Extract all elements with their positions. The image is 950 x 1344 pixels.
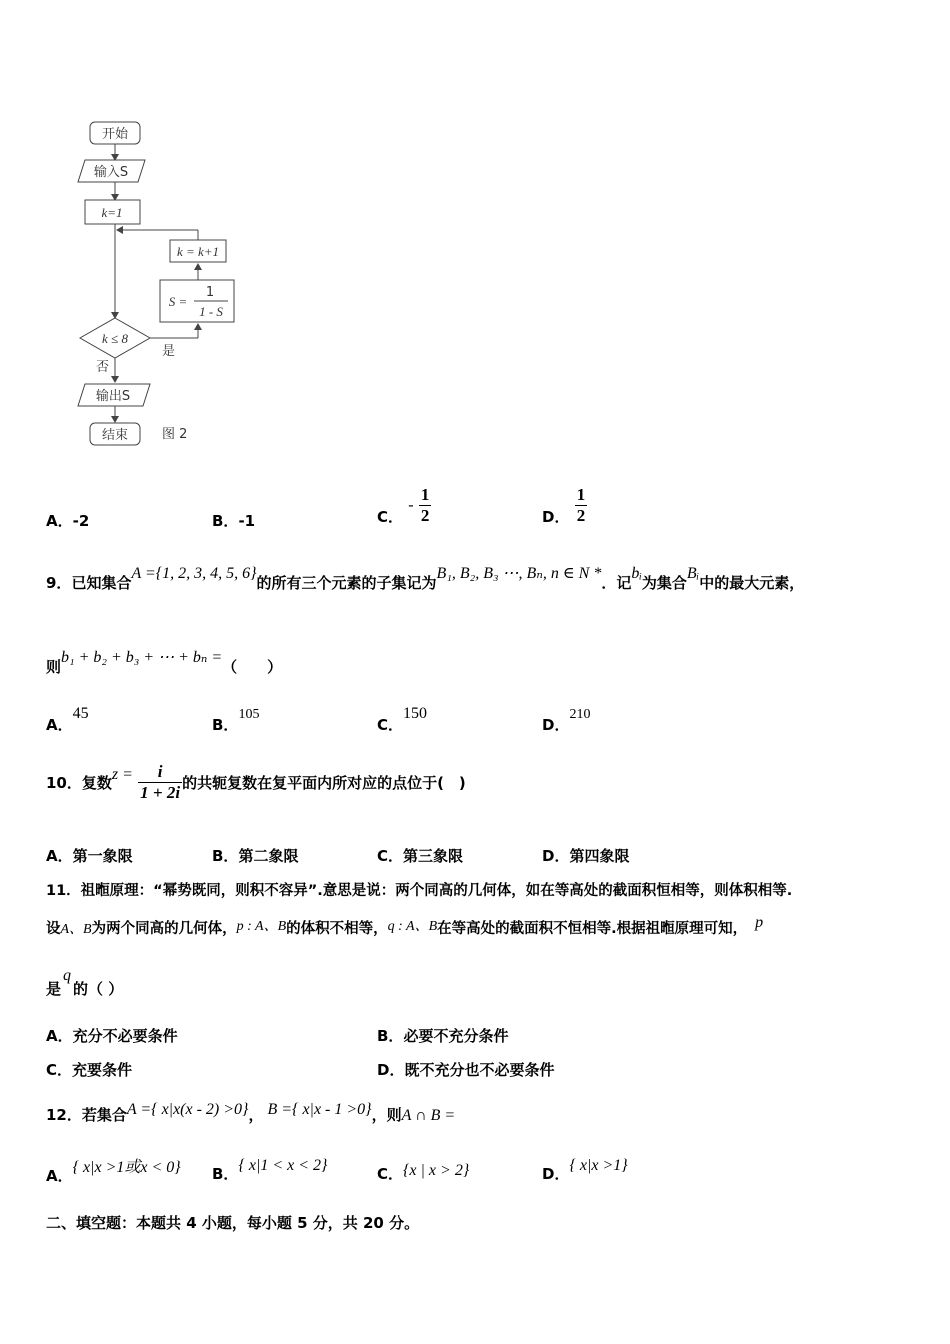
- stem-text: 的体积不相等，: [286, 921, 388, 937]
- stem-text: 设: [46, 921, 61, 937]
- q9-option-a[interactable]: [46, 705, 89, 735]
- option-value: 第三象限: [403, 847, 464, 865]
- option-value: -2: [72, 512, 90, 530]
- q9-stem-line2: [46, 649, 283, 677]
- q12-stem: [46, 1101, 456, 1125]
- option-label: C．: [377, 1165, 404, 1183]
- q11-stem-line3: [46, 967, 124, 999]
- question-number: 9．: [46, 574, 72, 592]
- option-label: A．: [46, 512, 73, 530]
- q11-option-a[interactable]: [46, 1025, 178, 1046]
- question-number: 12．: [46, 1106, 82, 1124]
- q11-stem-line1: 11．祖暅原理：“幂势既同，则积不容异”.意思是说：两个同高的几何体，如在等高处的截面积恒相等，则体积相等.: [46, 883, 793, 899]
- q9-stem-line1: [46, 565, 805, 593]
- q12-option-a[interactable]: [46, 1159, 181, 1186]
- Bi: Bᵢ: [686, 565, 700, 582]
- option-label: A．: [46, 716, 73, 734]
- option-label: C．: [377, 508, 404, 526]
- init-label: k=1: [101, 205, 123, 220]
- option-label: B．: [212, 1165, 239, 1183]
- q8-option-d[interactable]: [542, 484, 587, 527]
- stem-text: 的所有三个元素的子集记为: [256, 574, 437, 592]
- option-value: 210: [569, 707, 591, 722]
- stem-text: 在等高处的截面积不恒相等.根据祖暅原理可知，: [437, 921, 748, 937]
- q12-option-c[interactable]: [377, 1163, 469, 1184]
- option-value: 既不充分也不必要条件: [404, 1061, 555, 1079]
- stem-text: ，则: [371, 1106, 402, 1124]
- p-symbol: p: [755, 914, 764, 931]
- option-value: 第二象限: [238, 847, 299, 865]
- intersection-expression: A ∩ B =: [401, 1107, 456, 1124]
- option-label: D．: [542, 1165, 570, 1183]
- q10-option-a[interactable]: [46, 845, 133, 866]
- option-value: 第一象限: [72, 847, 133, 865]
- stem-text: 为两个同高的几何体，: [91, 921, 237, 937]
- set-b: B ={ x|x - 1 >0}: [267, 1101, 372, 1118]
- q11-option-c[interactable]: [46, 1059, 132, 1080]
- option-label: C．: [46, 1061, 73, 1079]
- option-value: -1: [238, 512, 256, 530]
- ab-symbol: A、B: [60, 922, 92, 937]
- q8-option-c[interactable]: [377, 484, 431, 527]
- option-fraction: $\frac{1}{2}$: [576, 485, 586, 525]
- update-s-den: 1 - S: [199, 304, 223, 319]
- option-label: A．: [46, 1167, 73, 1185]
- q8-option-a[interactable]: [46, 510, 89, 531]
- option-value: 105: [238, 707, 260, 722]
- stem-text: 的（ ）: [73, 980, 124, 998]
- option-label: A．: [46, 1027, 73, 1045]
- q9-option-b[interactable]: [212, 707, 260, 735]
- stem-text: 是: [46, 980, 62, 998]
- section-heading: 二、填空题：本题共 4 小题，每小题 5 分，共 20 分。: [46, 1214, 420, 1232]
- q11-option-d[interactable]: [377, 1059, 554, 1080]
- option-label: B．: [212, 716, 239, 734]
- q12-option-b[interactable]: [212, 1157, 328, 1184]
- option-value: 150: [403, 705, 428, 722]
- option-fraction: $\frac{1}{2}$: [420, 485, 430, 525]
- option-label: D．: [542, 847, 570, 865]
- output-label: 输出S: [95, 389, 131, 404]
- stem-text: ．记: [601, 574, 632, 592]
- condition-label: k ≤ 8: [102, 331, 128, 346]
- option-label: B．: [377, 1027, 404, 1045]
- option-sign: -: [408, 496, 414, 514]
- option-label: D．: [542, 716, 570, 734]
- option-label: D．: [542, 508, 570, 526]
- q11-option-b[interactable]: [377, 1025, 508, 1046]
- q12-option-d[interactable]: [542, 1157, 628, 1184]
- update-s-num: 1: [205, 285, 215, 300]
- option-value: 45: [72, 705, 89, 722]
- option-value: { x|1 < x < 2}: [238, 1157, 328, 1174]
- option-label: C．: [377, 847, 404, 865]
- stem-text: 中的最大元素，: [699, 574, 805, 592]
- update-s-lhs: S =: [168, 294, 188, 309]
- option-label: A．: [46, 847, 73, 865]
- q10-option-d[interactable]: [542, 845, 629, 866]
- q11-stem-line2: [46, 914, 764, 938]
- p-statement: p : A、B: [236, 919, 287, 934]
- stem-text: 的共轭复数在复平面内所对应的点位于( ): [182, 774, 466, 792]
- q10-option-c[interactable]: [377, 845, 463, 866]
- q8-option-b[interactable]: [212, 510, 255, 531]
- z-symbol: z =: [111, 765, 133, 783]
- option-value: 第四象限: [569, 847, 630, 865]
- yes-label: 是: [162, 344, 176, 359]
- q10-stem: [46, 762, 466, 803]
- q-statement: q : A、B: [387, 919, 438, 934]
- stem-text: 则: [46, 658, 62, 676]
- z-fraction: $\frac{i}{1 + 2i}$: [140, 762, 181, 802]
- end-label: 结束: [101, 428, 129, 443]
- set-a: A ={1, 2, 3, 4, 5, 6}: [131, 565, 257, 582]
- sum-expression: b₁ + b₂ + b₃ + ⋯ + bₙ =: [61, 649, 223, 666]
- q9-option-d[interactable]: [542, 707, 591, 735]
- option-label: D．: [377, 1061, 405, 1079]
- question-number: 10．: [46, 774, 82, 792]
- q10-option-b[interactable]: [212, 845, 298, 866]
- option-value: {x | x > 2}: [403, 1162, 470, 1179]
- answer-paren: （ ）: [222, 658, 283, 676]
- option-value: 充要条件: [72, 1061, 133, 1079]
- stem-text: 若集合: [81, 1106, 127, 1124]
- option-value: { x|x >1或x < 0}: [72, 1159, 181, 1176]
- stem-text: 已知集合: [71, 574, 132, 592]
- set-a: A ={ x|x(x - 2) >0}: [126, 1101, 249, 1118]
- stem-text: ，: [248, 1106, 264, 1124]
- option-label: C．: [377, 716, 404, 734]
- option-value: { x|x >1}: [569, 1157, 628, 1174]
- q9-option-c[interactable]: [377, 705, 428, 735]
- input-label: 输入S: [93, 165, 129, 180]
- option-value: 充分不必要条件: [72, 1027, 178, 1045]
- subsets: B₁, B₂, B₃ ⋯, Bₙ, n ∈ N *: [436, 565, 602, 582]
- q-symbol: q: [63, 967, 72, 984]
- flowchart: [70, 110, 270, 460]
- stem-text: 复数: [81, 774, 112, 792]
- start-label: 开始: [101, 127, 129, 142]
- stem-text: 为集合: [641, 574, 687, 592]
- option-value: 必要不充分条件: [403, 1027, 509, 1045]
- no-label: 否: [96, 360, 110, 375]
- option-label: B．: [212, 847, 239, 865]
- figure-caption: 图 2: [162, 427, 188, 442]
- bi: bᵢ: [631, 565, 642, 582]
- option-label: B．: [212, 512, 239, 530]
- update-k-label: k = k+1: [176, 244, 220, 259]
